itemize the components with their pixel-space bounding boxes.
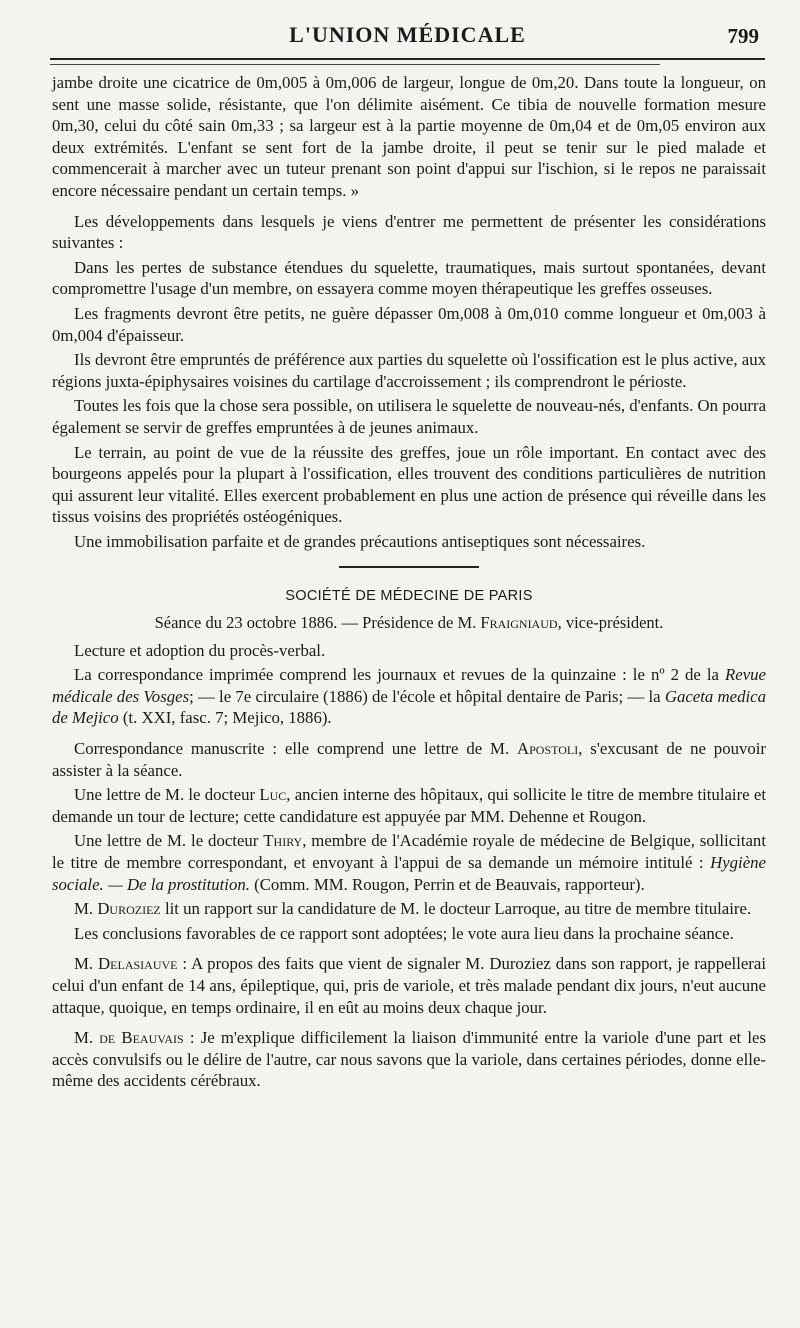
paragraph: Une immobilisation parfaite et de grandes précautions antiseptiques sont nécessaires. xyxy=(74,531,646,551)
paragraph: Les conclusions favorables de ce rapport sont adoptées; le vote aura lieu dans la prochaine séance. xyxy=(74,923,734,943)
paragraph: M. Delasiauve : A propos des faits que vient de signaler M. Duroziez dans son rapport, je rappellerai celui d'un enfant de 14 ans, épileptique, qui, pris de variole, et très malade pendant dix jours, n'eut aucune attaque, quoique, en temps ordinaire, il en eût au moins deux chaque jour. xyxy=(52,954,767,1017)
section-heading: SOCIÉTÉ DE MÉDECINE DE PARIS xyxy=(285,588,533,605)
paragraph: M. de Beauvais : Je m'explique difficilement la liaison d'immunité entre la variole d'une part et les accès convulsifs ou le délire de l'autre, car nous savons que la variole, dans certaines périodes, donne elle-même des accidents cérébraux. xyxy=(52,1028,766,1091)
session-line: Séance du 23 octobre 1886. — Présidence de M. Fraigniaud, vice-président. xyxy=(154,613,664,633)
page-number: 799 xyxy=(727,24,759,48)
paragraph: Correspondance manuscrite : elle comprend une lettre de M. Apostoli, s'excusant de ne pouvoir assister à la séance. xyxy=(52,739,767,780)
paragraph: M. Duroziez lit un rapport sur la candidature de M. le docteur Larroque, au titre de membre titulaire. xyxy=(74,899,752,919)
paragraph: Dans les pertes de substance étendues du squelette, traumatiques, mais surtout spontanées, devant compromettre l'usage d'un membre, on essayera comme moyen thérapeutique les greffes osseuses. xyxy=(52,257,766,299)
president-name: Fraigniaud xyxy=(480,613,558,633)
paragraph: Lecture et adoption du procès-verbal. xyxy=(74,640,326,660)
header-rule xyxy=(50,64,660,65)
paragraph: Une lettre de M. le docteur Luc, ancien interne des hôpitaux, qui sollicite le titre de membre titulaire et demande un tour de lecture; cette candidature est appuyée par MM. Dehenne et Rougon. xyxy=(52,785,766,826)
running-header xyxy=(50,22,765,60)
article-body xyxy=(52,72,766,1095)
paragraph: Les fragments devront être petits, ne guère dépasser 0m,008 à 0m,010 comme longueur et 0m,003 à 0m,004 d'épaisseur. xyxy=(52,303,766,345)
paragraph: Une lettre de M. le docteur Thiry, membre de l'Académie royale de médecine de Belgique, sollicitant le titre de membre correspondant, et envoyant à l'appui de sa demande un mémoire intitulé : Hygiène sociale. — De la prostitution. (Comm. MM. Rougon, Perrin et de Beauvais, rapporteur). xyxy=(52,831,766,894)
paragraph: La correspondance imprimée comprend les journaux et revues de la quinzaine : le nº 2 de la Revue médicale des Vosges; — le 7e circulaire (1886) de l'école et hôpital dentaire de Paris; — la Gaceta medica de Mejico (t. XXI, fasc. 7; Mejico, 1886). xyxy=(52,665,767,728)
paragraph: Ils devront être empruntés de préférence aux parties du squelette où l'ossification est le plus active, aux régions juxta-épiphysaires voisines du cartilage d'accroissement ; ils comprendront le périoste. xyxy=(52,350,766,391)
paragraph: jambe droite une cicatrice de 0m,005 à 0m,006 de largeur, longue de 0m,20. Dans toute la longueur, on sent une masse solide, résistante, que l'on délimite aisément. Ce tibia de nouvelle formation mesure 0m,30, celui du côté sain 0m,33 ; sa largeur est à la partie moyenne de 0m,04 et de 0m,05 environ aux deux extrémités. L'enfant se sent fort de la jambe droite, il peut se tenir sur le pied malade et commencerait à marcher avec un tuteur prenant son point d'appui sur l'ischion, si le repos ne paraissait encore nécessaire pendant un certain temps. » xyxy=(52,73,766,200)
journal-title: L'UNION MÉDICALE xyxy=(289,22,526,47)
section-divider xyxy=(339,566,479,568)
paragraph: Toutes les fois que la chose sera possible, on utilisera le squelette de nouveau-nés, d'enfants. On pourra également se servir de greffes empruntées à de jeunes animaux. xyxy=(52,396,767,437)
paragraph: Les développements dans lesquels je viens d'entrer me permettent de présenter les considérations suivantes : xyxy=(52,211,766,253)
paragraph: Le terrain, au point de vue de la réussite des greffes, joue un rôle important. En contact avec des bourgeons appelés pour la plupart à l'ossification, elles trouvent des conditions particulières de nutrition qui assurent leur vitalité. Elles exercent probablement en plus une action de présence qui réveille dans les tissus voisins des propriétés ostéogéniques. xyxy=(52,442,766,527)
